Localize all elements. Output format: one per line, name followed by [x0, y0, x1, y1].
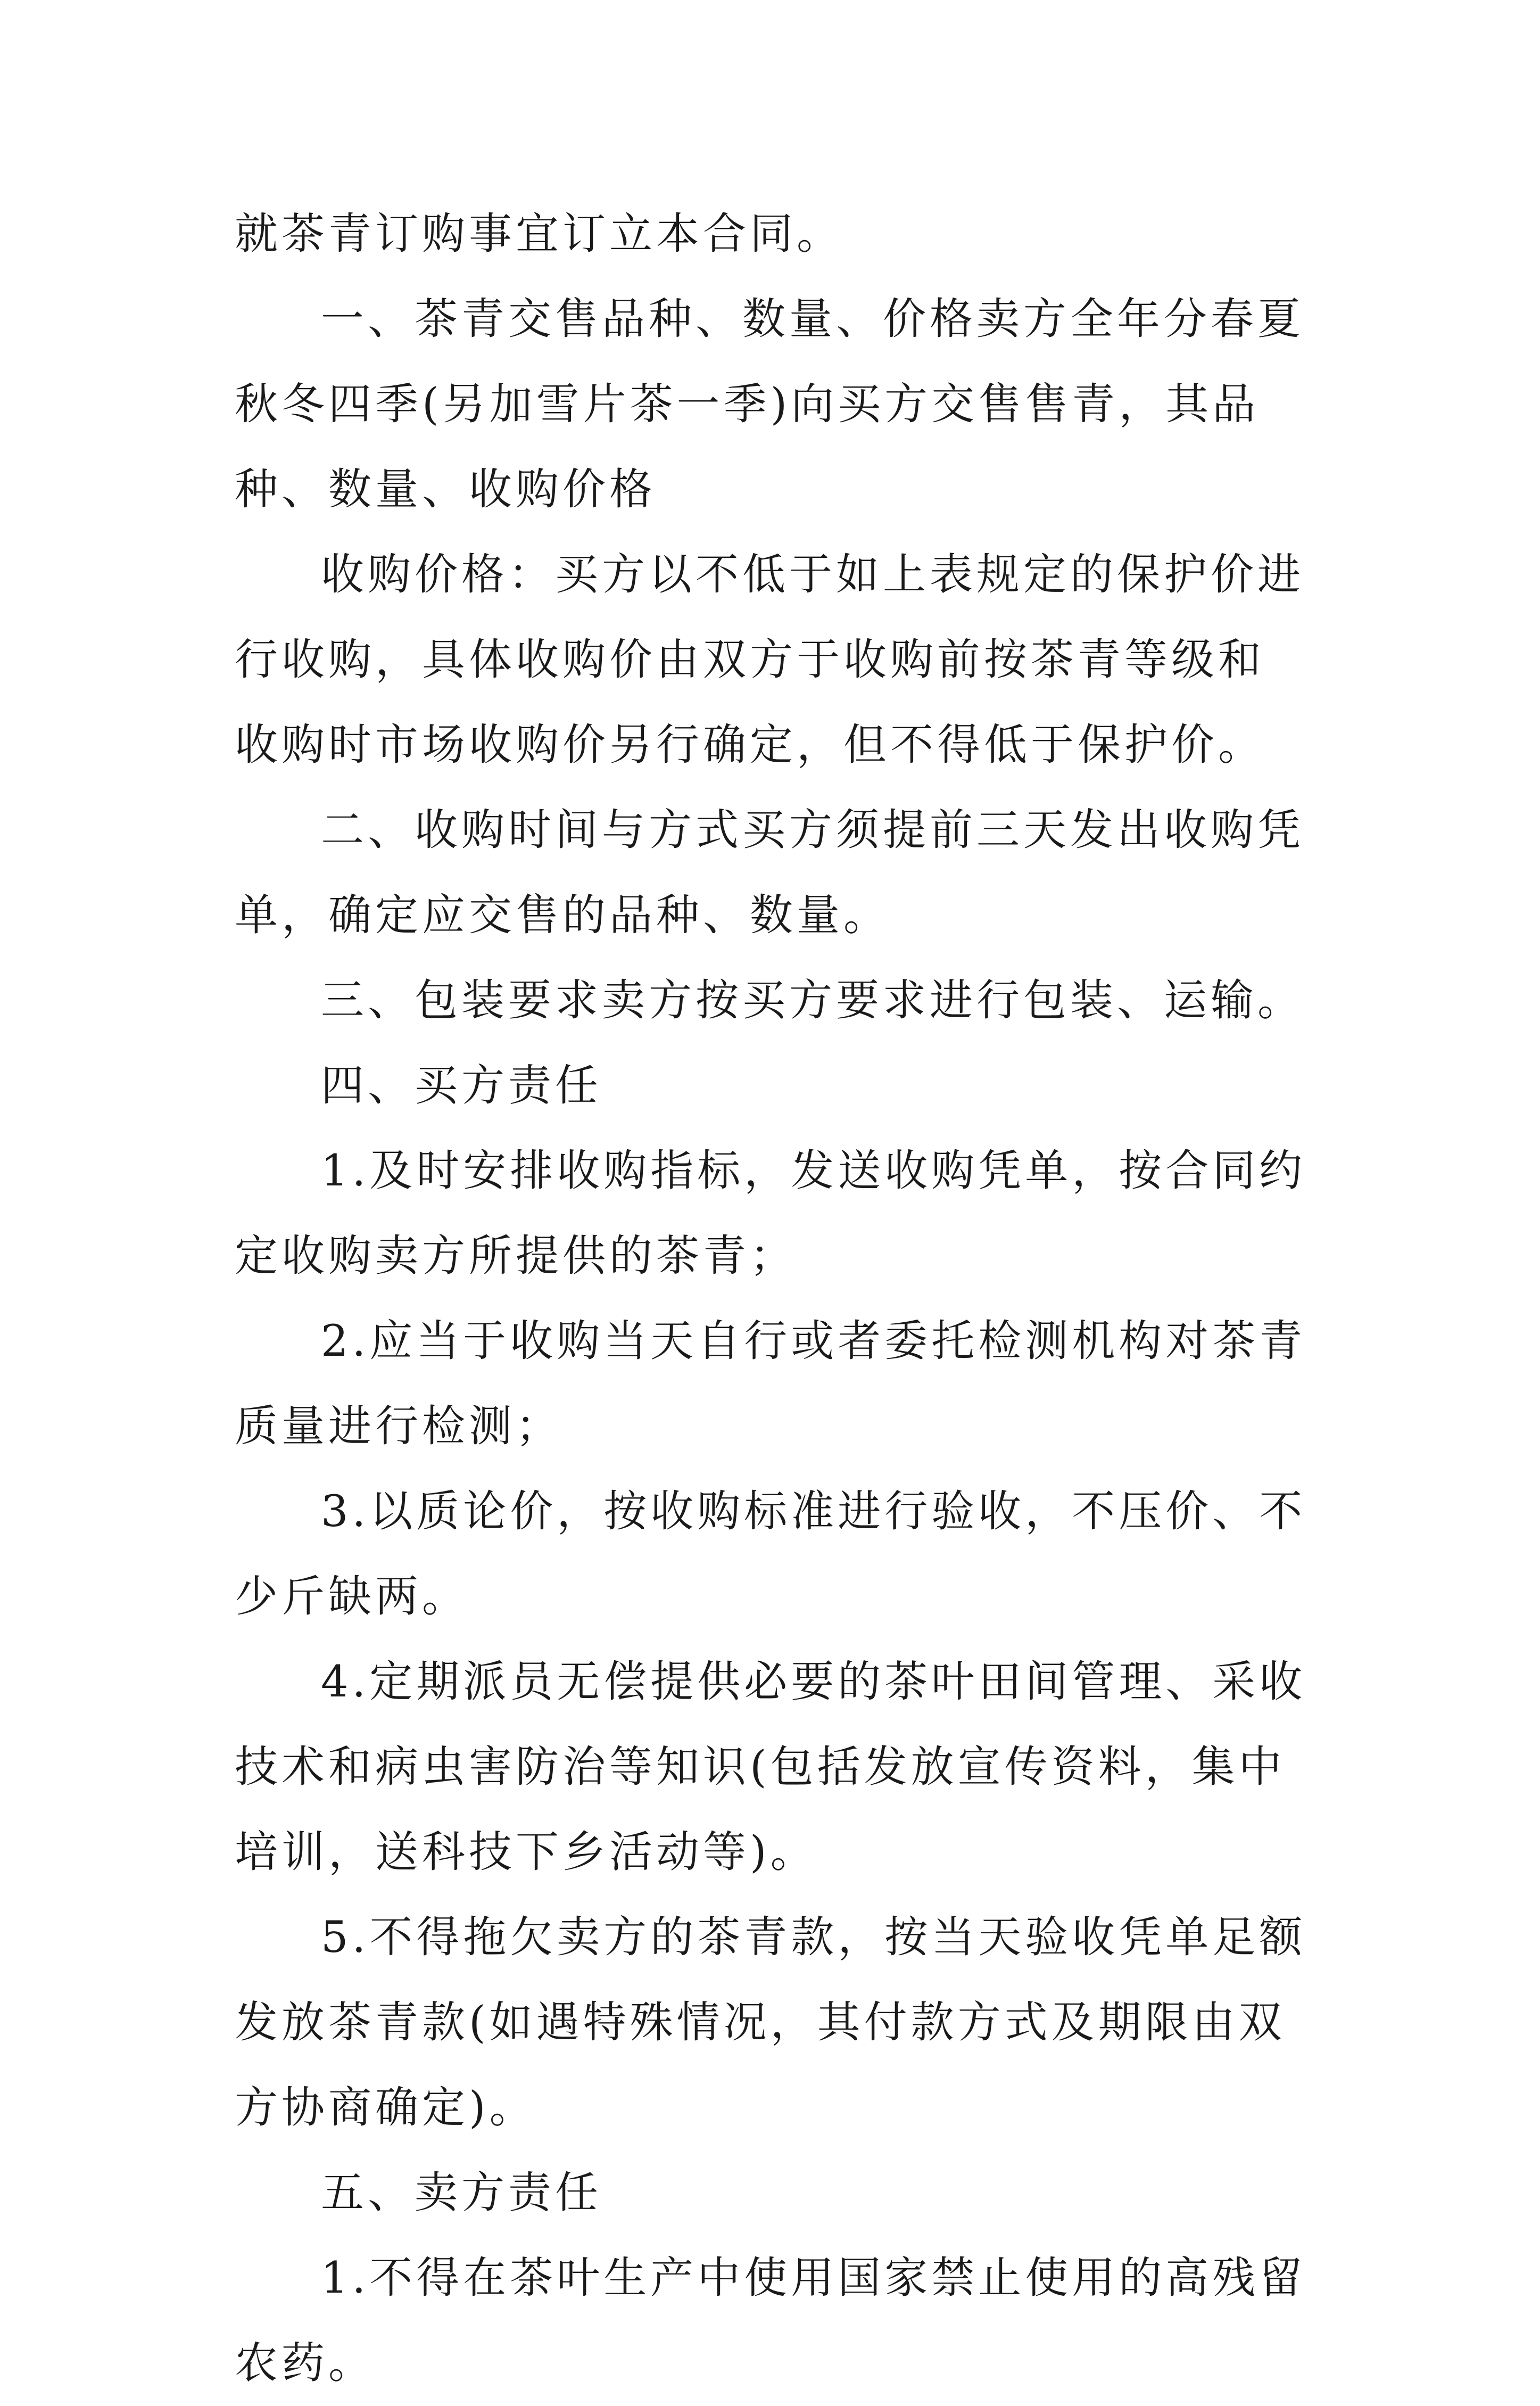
list-item-buyer-5: 5.不得拖欠卖方的茶青款，按当天验收凭单足额发放茶青款(如遇特殊情况，其付款方式及期限由双方协商确定)。: [235, 1913, 1306, 2133]
list-item-buyer-4: 4.定期派员无偿提供必要的茶叶田间管理、采收技术和病虫害防治等知识(包括发放宣传资料，集中培训，送科技下乡活动等)。: [235, 1657, 1306, 1877]
list-item-buyer-3: 3.以质论价，按收购标准进行验收，不压价、不少斤缺两。: [235, 1487, 1306, 1622]
list-item-buyer-2: 2.应当于收购当天自行或者委托检测机构对茶青质量进行检测；: [235, 1316, 1306, 1452]
list-item-buyer-1: 1.及时安排收购指标，发送收购凭单，按合同约定收购卖方所提供的茶青；: [235, 1146, 1306, 1281]
contract-body: [235, 192, 1307, 2406]
paragraph-purchase-price: 收购价格：买方以不低于如上表规定的保护价进行收购，具体收购价由双方于收购前按茶青等级和收购时市场收购价另行确定，但不得低于保护价。: [235, 550, 1305, 770]
list-item-seller-1: 1.不得在茶叶生产中使用国家禁止使用的高残留农药。: [235, 2253, 1306, 2388]
heading-section-4-buyer-responsibilities: 四、买方责任: [321, 1061, 602, 1111]
paragraph-section-3-packaging: 三、包装要求卖方按买方要求进行包装、运输。: [321, 976, 1305, 1026]
heading-section-5-seller-responsibilities: 五、卖方责任: [321, 2168, 602, 2218]
paragraph-intro: 就茶青订购事宜订立本合同。: [235, 209, 844, 259]
paragraph-section-1-varieties-quantity-price: 一、茶青交售品种、数量、价格卖方全年分春夏秋冬四季(另加雪片茶一季)向买方交售售青，其品种、数量、收购价格: [235, 294, 1305, 515]
paragraph-section-2-time-and-method: 二、收购时间与方式买方须提前三天发出收购凭单，确定应交售的品种、数量。: [235, 805, 1305, 941]
